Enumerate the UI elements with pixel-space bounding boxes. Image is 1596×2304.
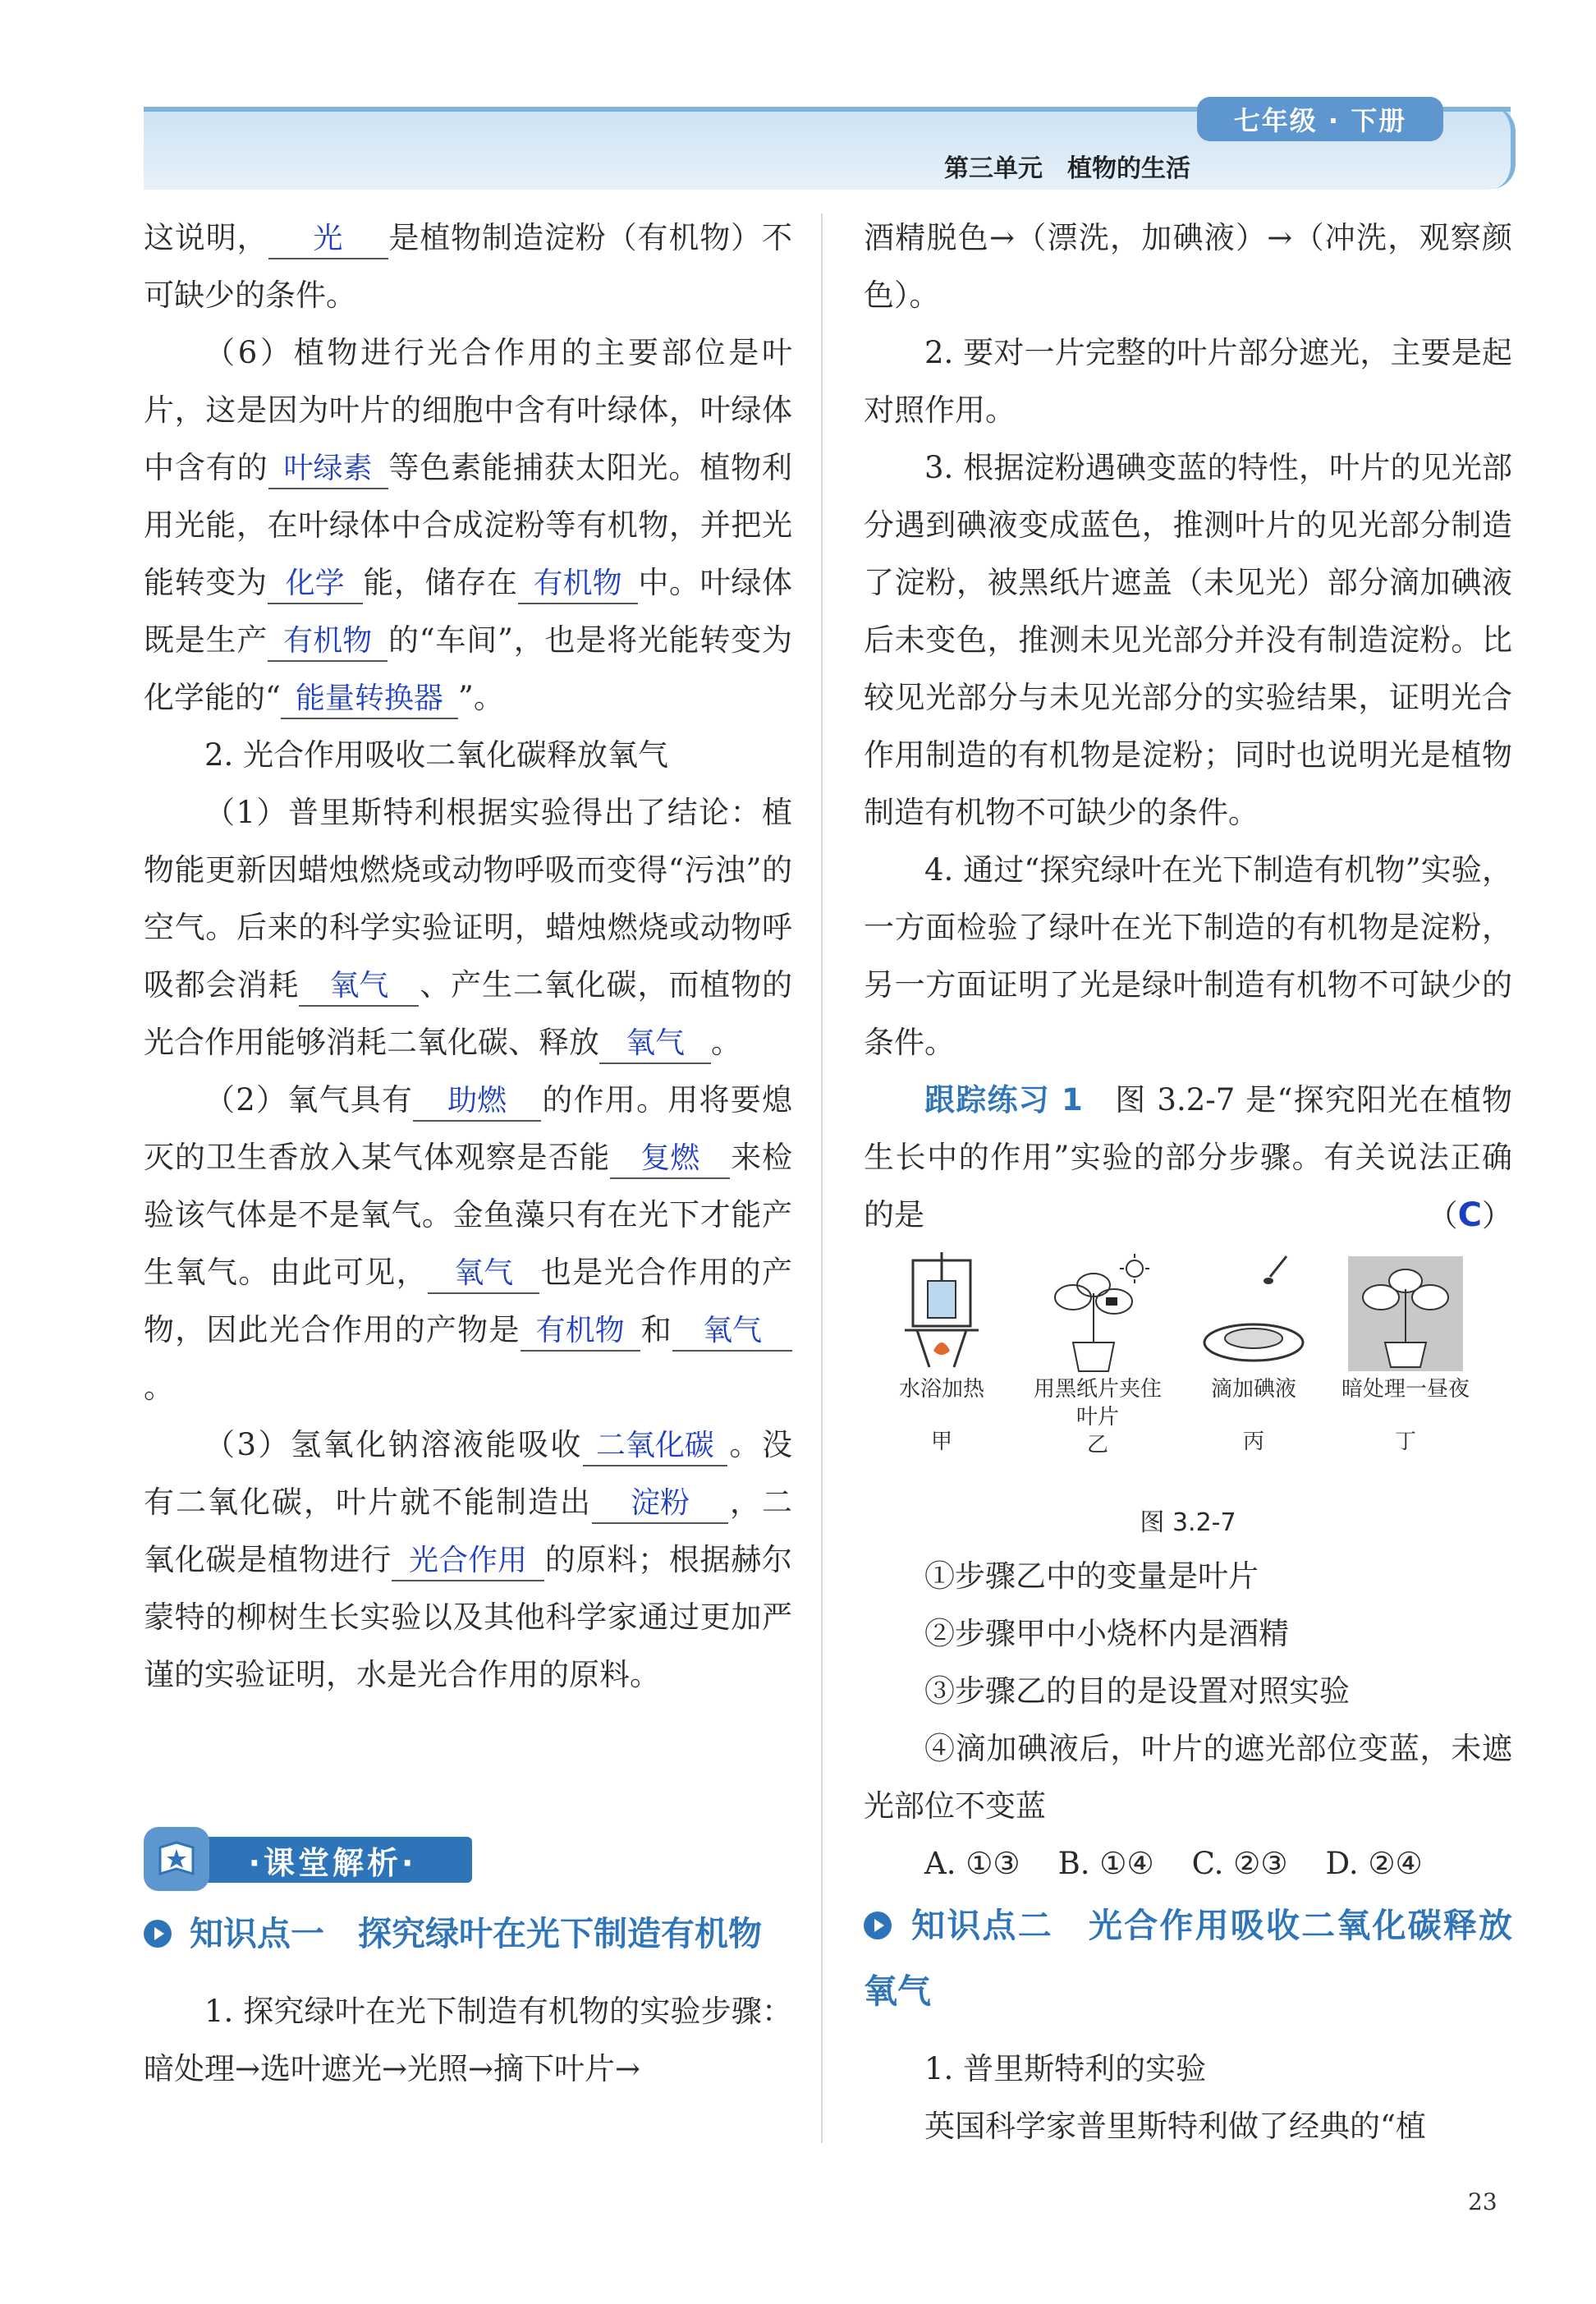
question: 跟踪练习 1 图 3.2-7 是“探究阳光在植物生长中的作用”实验的部分步骤。有关说法正确的是 （C） — [864, 1082, 1512, 1234]
play-icon — [864, 1912, 892, 1939]
dark-plant-icon — [1344, 1252, 1467, 1375]
figure-step-black-paper: 用黑纸片夹住叶片 乙 — [1028, 1252, 1167, 1459]
statement: ④滴加碘液后，叶片的遮光部位变蓝，未遮光部位不变蓝 — [864, 1731, 1512, 1824]
water-bath-icon — [897, 1252, 987, 1375]
banner-label: ·课堂解析· — [193, 1837, 472, 1883]
answer-blank: 叶绿素 — [268, 450, 388, 489]
paragraph: 2. 要对一片完整的叶片部分遮光，主要是起对照作用。 — [864, 335, 1512, 428]
paragraph: （6）植物进行光合作用的主要部位是叶片，这是因为叶片的细胞中含有叶绿体，叶绿体中含有的 叶绿素 等色素能捕获太阳光。植物利用光能，在叶绿体中合成淀粉等有机物，并把光能转变为 化学 能，储存在 有机物 中。叶绿体既是生产 有机物 的“车间”，也是将光能转变为化学能的“ 能量转换器 ”。 — [144, 324, 792, 727]
page-number: 23 — [1468, 2188, 1497, 2215]
potted-plant-sun-icon — [1036, 1252, 1159, 1375]
option-a: A. ①③ — [924, 1846, 1020, 1881]
paragraph: 这说明， 光 是植物制造淀粉（有机物）不可缺少的条件。 — [144, 220, 793, 313]
figure-step-water-bath: 水浴加热 甲 — [872, 1252, 1011, 1456]
paragraph: 英国科学家普里斯特利做了经典的“植 — [924, 2109, 1426, 2144]
paragraph: 4. 通过“探究绿叶在光下制造有机物”实验，一方面检验了绿叶在光下制造的有机物是淀粉，另一方面证明了光是绿叶制造有机物不可缺少的条件。 — [864, 852, 1512, 1060]
question-answer: C — [1457, 1196, 1482, 1234]
column-divider — [821, 213, 823, 2143]
knowledge-point-heading: 知识点二 光合作用吸收二氧化碳释放氧气 — [864, 1906, 1512, 2011]
paragraph: 3. 根据淀粉遇碘变蓝的特性，叶片的见光部分遇到碘液变成蓝色，推测叶片的见光部分制造了淀粉，被黑纸片遮盖（未见光）部分滴加碘液后未变色，推测未见光部分并没有制造淀粉。比较见光部分与未见光部分的实验结果，证明光合作用制造的有机物是淀粉；同时也说明光是植物制造有机物不可缺少的条件。 — [864, 450, 1512, 830]
option-b: B. ①④ — [1057, 1846, 1154, 1881]
answer-blank: 氧气 — [299, 967, 419, 1007]
answer-blank: 助燃 — [413, 1082, 541, 1122]
knowledge-point-heading: 知识点一 探究绿叶在光下制造有机物 — [144, 1901, 792, 1967]
answer-blank: 有机物 — [521, 1312, 640, 1352]
answer-blank: 氧气 — [672, 1312, 792, 1352]
statement: ②步骤甲中小烧杯内是酒精 — [924, 1616, 1289, 1651]
answer-blank: 光合作用 — [392, 1542, 544, 1581]
paragraph: （2）氧气具有 助燃 的作用。用将要熄灭的卫生香放入某气体观察是否能 复燃 来检验该气体是不是氧气。金鱼藻只有在光下才能产生氧气。由此可见， 氧气 也是光合作用的产物，因此光合作用的产物是 有机物 和 氧气。 — [144, 1082, 793, 1405]
right-column — [864, 209, 1512, 2155]
answer-blank: 淀粉 — [592, 1485, 728, 1524]
left-column-lower — [144, 1901, 792, 2098]
answer-blank: 有机物 — [518, 565, 638, 604]
answer-blank: 能量转换器 — [281, 680, 458, 719]
book-star-icon — [144, 1827, 209, 1891]
figure-step-iodine: 滴加碘液 丙 — [1184, 1252, 1323, 1456]
answer-blank: 氧气 — [428, 1255, 539, 1294]
unit-title: 第三单元 植物的生活 — [944, 154, 1190, 183]
paragraph: 1. 探究绿叶在光下制造有机物的实验步骤：暗处理→选叶遮光→光照→摘下叶片→ — [144, 1994, 792, 2086]
play-icon — [144, 1920, 172, 1948]
statement: ③步骤乙的目的是设置对照实验 — [924, 1673, 1350, 1709]
class-analysis-banner — [144, 1827, 476, 1886]
answer-blank: 光 — [268, 220, 388, 259]
petri-dish-icon — [1196, 1252, 1311, 1375]
paragraph: 1. 普里斯特利的实验 — [924, 2051, 1207, 2086]
option-d: D. ②④ — [1325, 1846, 1423, 1881]
answer-blank: 二氧化碳 — [583, 1427, 727, 1466]
track-practice-label: 跟踪练习 1 — [924, 1082, 1083, 1118]
paragraph: 酒精脱色→（漂洗，加碘液）→（冲洗，观察颜色）。 — [864, 220, 1512, 313]
grade-tab: 七年级 · 下册 — [1197, 97, 1443, 141]
paragraph: （3）氢氧化钠溶液能吸收 二氧化碳 。没有二氧化碳，叶片就不能制造出 淀粉 ，二氧化碳是植物进行 光合作用 的原料；根据赫尔蒙特的柳树生长实验以及其他科学家通过更加严谨的实验证明，水是光合作用的原料。 — [144, 1427, 793, 1692]
figure-step-dark-treatment: 暗处理一昼夜 丁 — [1336, 1252, 1475, 1456]
paragraph: （1）普里斯特利根据实验得出了结论：植物能更新因蜡烛燃烧或动物呼吸而变得“污浊”的空气。后来的科学实验证明，蜡烛燃烧或动物呼吸都会消耗 氧气 、产生二氧化碳，而植物的光合作用能够消耗二氧化碳、释放 氧气 。 — [144, 784, 792, 1072]
figure-caption: 图 3.2-7 — [1140, 1508, 1236, 1537]
answer-blank: 有机物 — [268, 622, 388, 662]
section-heading: 2. 光合作用吸收二氧化碳释放氧气 — [204, 737, 669, 773]
answer-blank: 氧气 — [599, 1025, 711, 1064]
answer-blank: 化学 — [268, 565, 363, 604]
answer-blank: 复燃 — [610, 1140, 730, 1179]
left-column — [144, 209, 792, 1704]
statement: ①步骤乙中的变量是叶片 — [924, 1558, 1259, 1594]
experiment-figure — [864, 1252, 1512, 1499]
option-c: C. ②③ — [1191, 1846, 1288, 1881]
answer-options — [864, 1835, 1512, 1893]
